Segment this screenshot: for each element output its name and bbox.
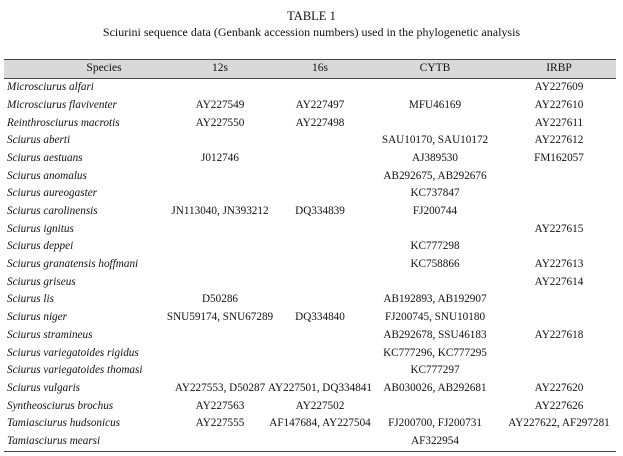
cell-species: Sciurus carolinensis xyxy=(7,205,98,218)
table-row xyxy=(4,79,616,97)
cell-irbp: AY227622, AF297281 xyxy=(508,417,610,430)
cell-irbp xyxy=(504,185,614,203)
header-irbp: IRBP xyxy=(546,62,572,75)
table-row xyxy=(4,397,616,415)
cell-12s xyxy=(170,362,270,380)
cell-irbp: FM162057 xyxy=(534,151,584,164)
cell-16s xyxy=(280,221,360,239)
table-row xyxy=(4,97,616,115)
cell-16s xyxy=(280,185,360,203)
cell-species: Sciurus aureogaster xyxy=(7,187,98,200)
header-cytb: CYTB xyxy=(419,62,451,75)
table-row xyxy=(4,344,616,362)
cell-cytb: AJ389530 xyxy=(412,151,458,164)
table-row xyxy=(4,433,616,451)
cell-species: Reinthrosciurus macrotis xyxy=(7,116,120,129)
table-row xyxy=(4,256,616,274)
table-label: TABLE 1 xyxy=(287,9,336,23)
cell-16s xyxy=(280,150,360,168)
cell-irbp: AY227615 xyxy=(534,222,584,235)
cell-cytb: KC777298 xyxy=(410,240,460,253)
cell-12s xyxy=(170,256,270,274)
table-row xyxy=(4,327,616,345)
cell-12s: AY227549 xyxy=(195,98,245,111)
cell-species: Sciurus aberti xyxy=(7,134,71,147)
cell-12s: D50286 xyxy=(201,293,239,306)
cell-species: Tamiasciurus hudsonicus xyxy=(7,417,121,430)
cell-cytb: AB292678, SSU46183 xyxy=(383,328,487,341)
cell-12s xyxy=(170,344,270,362)
cell-16s: DQ334840 xyxy=(295,311,345,324)
cell-species: Syntheosciurus brochus xyxy=(7,399,114,412)
table-row xyxy=(4,380,616,398)
cell-cytb xyxy=(376,79,494,97)
table-row xyxy=(4,415,616,433)
cell-16s xyxy=(280,79,360,97)
cell-12s xyxy=(170,167,270,185)
header-12s: 12s xyxy=(212,62,228,75)
cell-16s xyxy=(280,132,360,150)
header-species: Species xyxy=(86,62,122,75)
cell-12s xyxy=(170,274,270,292)
table-title: Sciurini sequence data (Genbank accession numbers) used in the phylogenetic analysis xyxy=(102,25,521,39)
cell-16s xyxy=(280,362,360,380)
cell-species: Sciurus granatensis hoffmani xyxy=(7,258,139,271)
cell-cytb: AB292675, AB292676 xyxy=(383,169,487,182)
cell-irbp xyxy=(504,203,614,221)
cell-12s xyxy=(170,79,270,97)
cell-species: Tamiasciurus mearsi xyxy=(7,434,101,447)
table-row xyxy=(4,221,616,239)
cell-16s: AY227501, DQ334841 xyxy=(268,381,373,394)
table-row xyxy=(4,362,616,380)
cell-16s xyxy=(280,238,360,256)
cell-species: Sciurus anomalus xyxy=(7,169,87,182)
sequence-table xyxy=(4,59,616,450)
cell-irbp: AY227610 xyxy=(534,98,584,111)
cell-cytb: KC777297 xyxy=(410,364,460,377)
cell-16s xyxy=(280,344,360,362)
cell-cytb xyxy=(376,397,494,415)
cell-12s: J012746 xyxy=(201,151,239,164)
header-16s: 16s xyxy=(312,62,328,75)
cell-irbp: AY227614 xyxy=(534,275,584,288)
cell-16s xyxy=(280,291,360,309)
cell-12s xyxy=(170,132,270,150)
cell-16s xyxy=(280,274,360,292)
cell-cytb: FJ200700, FJ200731 xyxy=(388,417,482,430)
cell-12s xyxy=(170,238,270,256)
cell-12s: AY227555 xyxy=(195,417,245,430)
cell-irbp: AY227613 xyxy=(534,258,584,271)
table-header-row xyxy=(4,59,616,79)
cell-irbp xyxy=(504,344,614,362)
table-row xyxy=(4,114,616,132)
table-bottom-rule xyxy=(4,451,616,452)
cell-12s xyxy=(170,433,270,451)
cell-irbp xyxy=(504,309,614,327)
cell-cytb: MFU46169 xyxy=(408,98,462,111)
cell-irbp xyxy=(504,433,614,451)
cell-cytb: KC758866 xyxy=(410,258,460,271)
table-row xyxy=(4,132,616,150)
cell-species: Sciurus stramineus xyxy=(7,328,93,341)
cell-16s xyxy=(280,256,360,274)
cell-16s: AF147684, AY227504 xyxy=(269,417,371,430)
cell-species: Sciurus niger xyxy=(7,311,67,324)
cell-irbp xyxy=(504,362,614,380)
cell-irbp: AY227609 xyxy=(534,81,584,94)
cell-species: Sciurus griseus xyxy=(7,275,76,288)
cell-16s xyxy=(280,327,360,345)
cell-species: Sciurus deppei xyxy=(7,240,74,253)
cell-cytb: FJ200745, SNU10180 xyxy=(384,311,486,324)
cell-species: Microsciurus alfari xyxy=(7,81,94,94)
cell-16s xyxy=(280,167,360,185)
table-row xyxy=(4,150,616,168)
cell-cytb: AB030026, AB292681 xyxy=(383,381,487,394)
cell-irbp: AY227626 xyxy=(534,399,584,412)
cell-12s xyxy=(170,327,270,345)
table-row xyxy=(4,185,616,203)
cell-12s xyxy=(170,221,270,239)
cell-12s: SNU59174, SNU67289 xyxy=(166,311,274,324)
cell-cytb: AB192893, AB192907 xyxy=(383,293,487,306)
cell-irbp: AY227620 xyxy=(534,381,584,394)
cell-12s: AY227563 xyxy=(195,399,245,412)
cell-16s: DQ334839 xyxy=(295,205,345,218)
cell-cytb: FJ200744 xyxy=(412,205,458,218)
cell-cytb: AF322954 xyxy=(411,434,459,447)
cell-irbp xyxy=(504,291,614,309)
cell-irbp xyxy=(504,238,614,256)
table-row xyxy=(4,238,616,256)
cell-irbp xyxy=(504,167,614,185)
cell-12s: JN113040, JN393212 xyxy=(171,205,269,218)
cell-16s: AY227497 xyxy=(295,98,345,111)
cell-cytb xyxy=(376,221,494,239)
cell-16s: AY227498 xyxy=(295,116,345,129)
cell-species: Microsciurus flaviventer xyxy=(7,98,117,111)
cell-cytb: KC777296, KC777295 xyxy=(383,346,487,359)
cell-16s xyxy=(280,433,360,451)
cell-16s: AY227502 xyxy=(295,399,345,412)
cell-species: Sciurus lis xyxy=(7,293,54,306)
cell-irbp: AY227618 xyxy=(534,328,584,341)
table-body xyxy=(4,79,616,450)
table-row xyxy=(4,203,616,221)
cell-species: Sciurus vulgaris xyxy=(7,381,81,394)
cell-12s xyxy=(170,185,270,203)
cell-cytb: KC737847 xyxy=(410,187,460,200)
table-row xyxy=(4,167,616,185)
cell-species: Sciurus ignitus xyxy=(7,222,74,235)
cell-irbp: AY227611 xyxy=(534,116,584,129)
cell-cytb: SAU10170, SAU10172 xyxy=(381,134,489,147)
cell-species: Sciurus variegatoides rigidus xyxy=(7,346,139,359)
cell-cytb xyxy=(376,114,494,132)
cell-species: Sciurus variegatoides thomasi xyxy=(7,364,143,377)
table-row xyxy=(4,291,616,309)
cell-cytb xyxy=(376,274,494,292)
cell-12s: AY227553, D50287 xyxy=(174,381,266,394)
cell-12s: AY227550 xyxy=(195,116,245,129)
cell-irbp: AY227612 xyxy=(534,134,584,147)
table-row xyxy=(4,274,616,292)
table-row xyxy=(4,309,616,327)
cell-species: Sciurus aestuans xyxy=(7,151,83,164)
